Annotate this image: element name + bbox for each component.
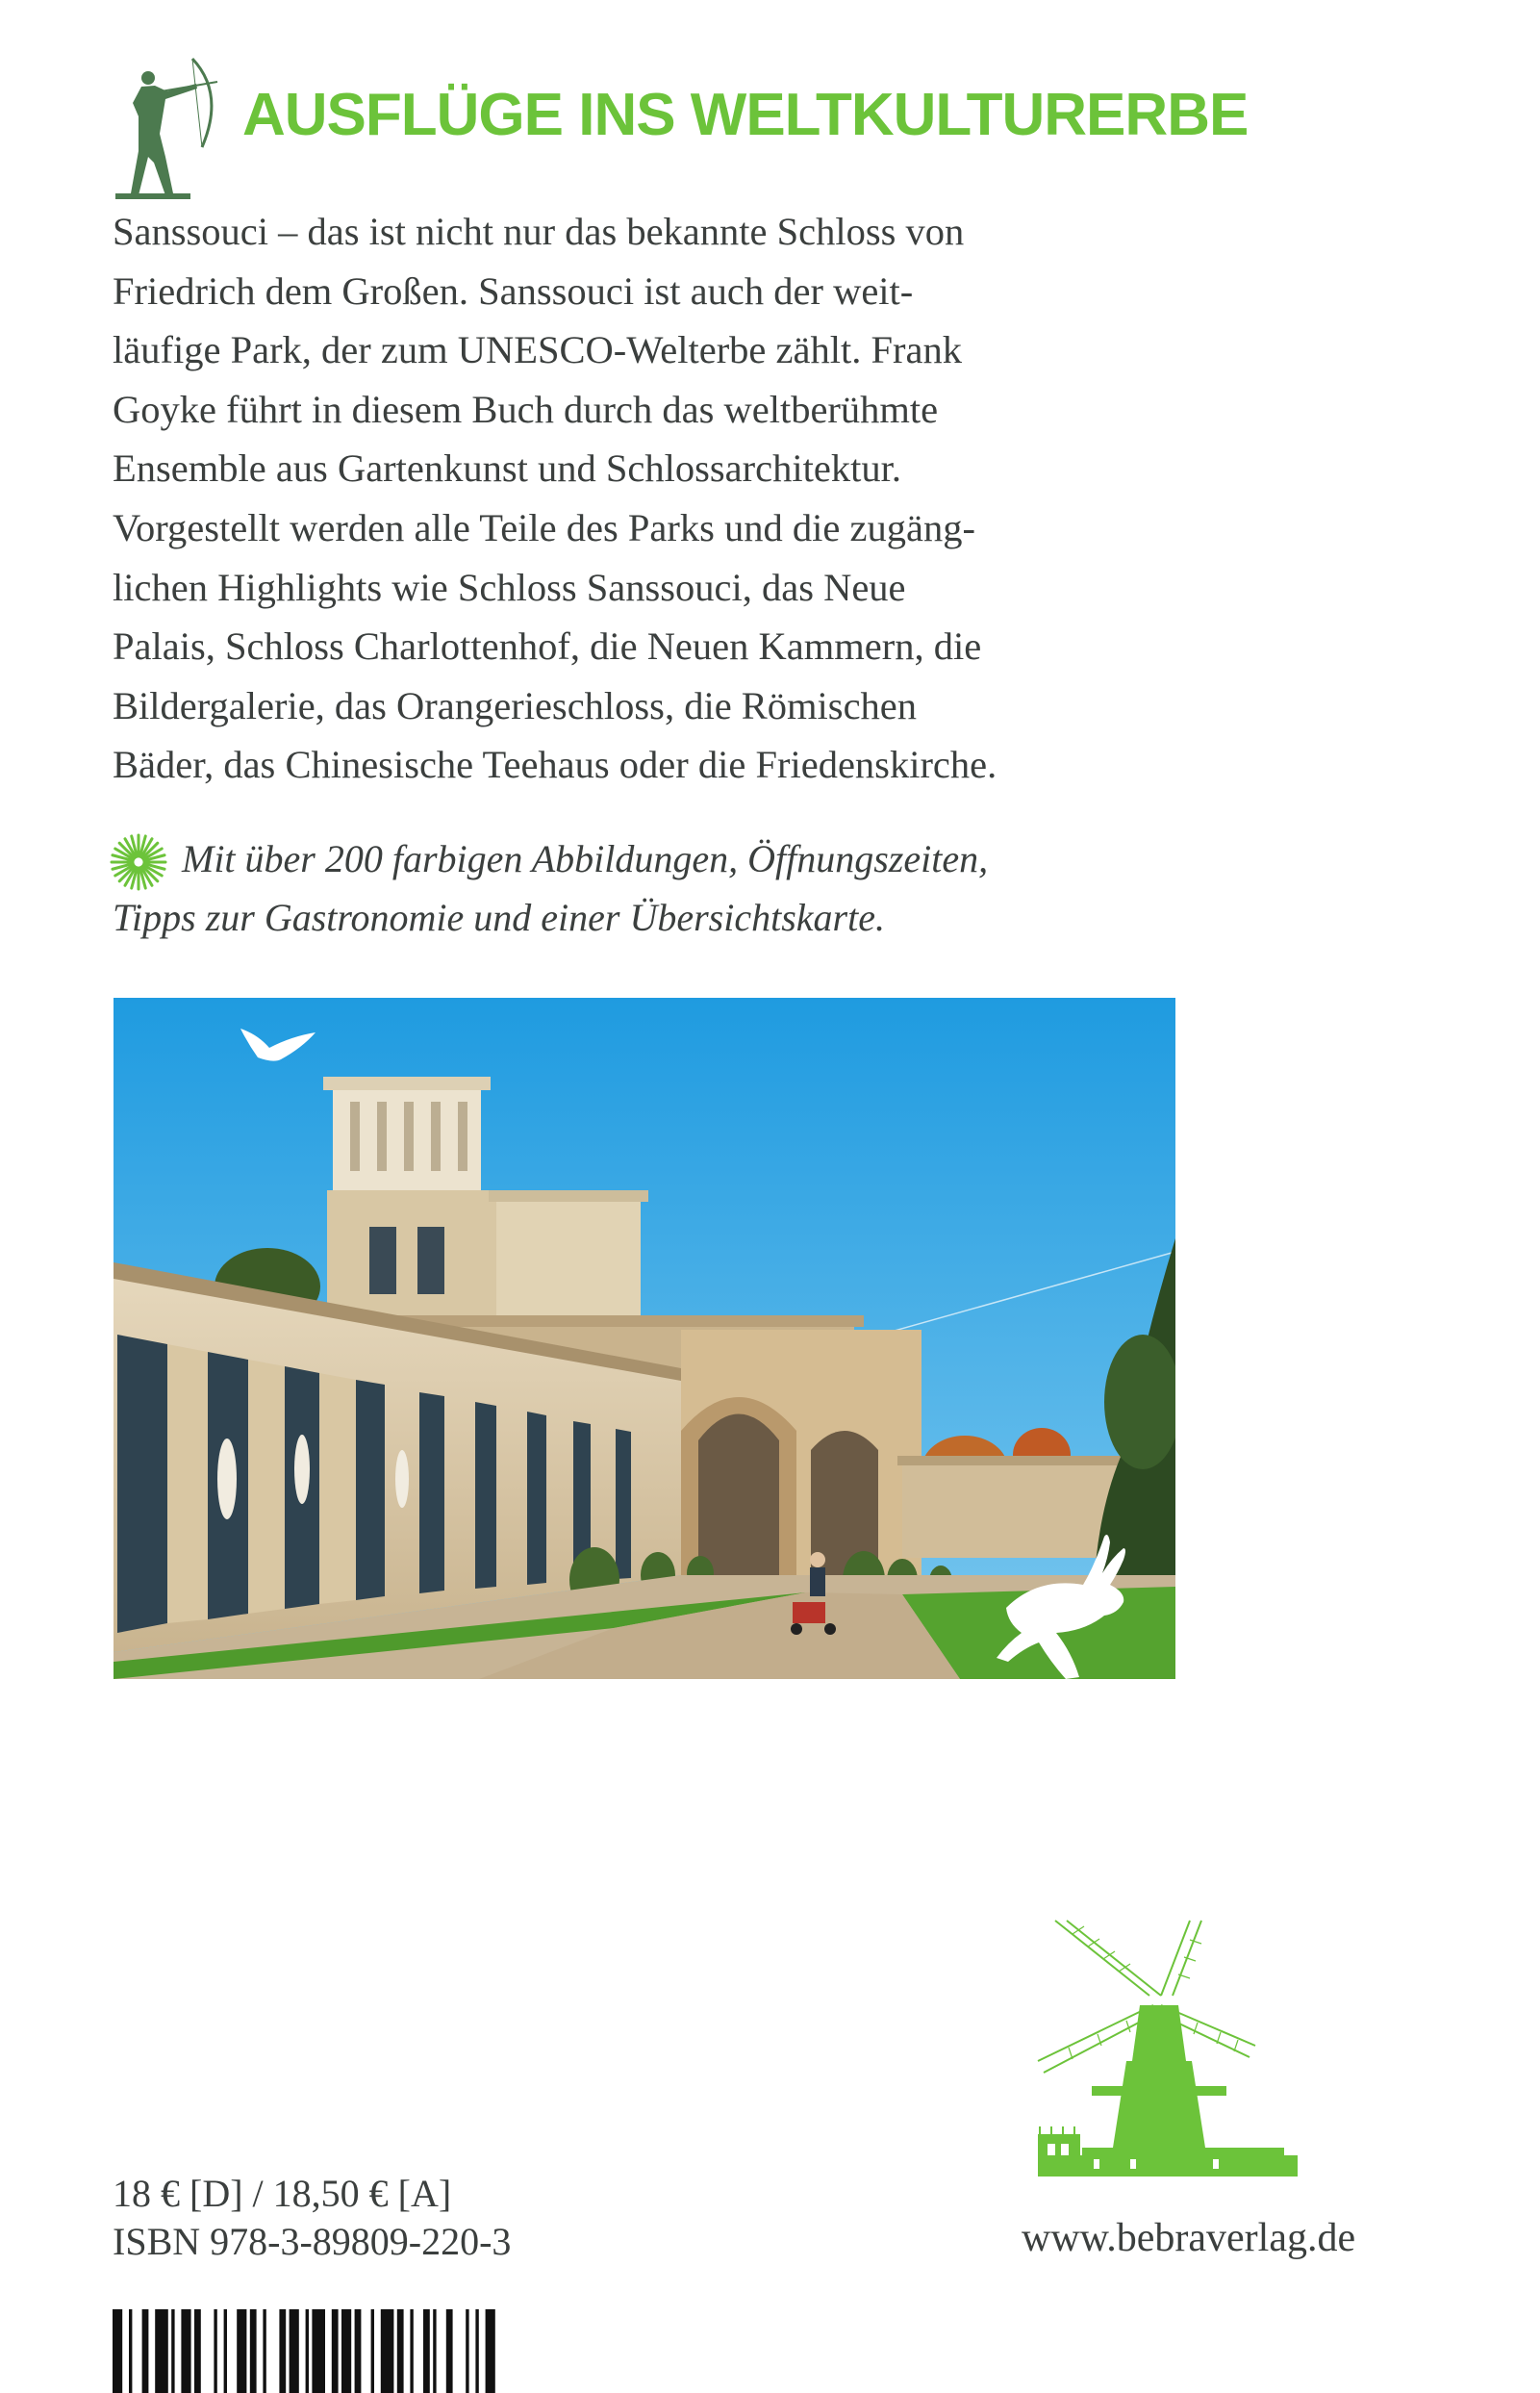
description-line: läufige Park, der zum UNESCO-Welterbe zählt. Frank — [113, 328, 962, 372]
description-line: Goyke führt in diesem Buch durch das weltberühmte — [113, 387, 939, 431]
archer-icon — [110, 53, 221, 203]
description-line: Friedrich dem Großen. Sanssouci ist auch der weit- — [113, 268, 914, 313]
description-line: Vorgestellt werden alle Teile des Parks und die zugäng- — [113, 505, 975, 549]
feature-line: Mit über 200 farbigen Abbildungen, Öffnungszeiten, — [182, 837, 989, 880]
feature-note — [113, 829, 1199, 947]
barcode — [113, 2309, 536, 2393]
description-line: lichen Highlights wie Schloss Sanssouci, das Neue — [113, 565, 906, 609]
windmill-icon — [1034, 1917, 1313, 2196]
heading: AUSFLÜGE INS WELTKULTURERBE — [242, 82, 1249, 148]
description-line: Sanssouci – das ist nicht nur das bekannte Schloss von — [113, 210, 965, 253]
description — [113, 202, 1199, 795]
description-line: Bäder, das Chinesische Teehaus oder die Friedenskirche. — [113, 743, 997, 787]
website-url[interactable]: www.bebraverlag.de — [1022, 2216, 1356, 2260]
feature-line: Tipps zur Gastronomie und einer Übersichtskarte. — [113, 896, 885, 939]
orangery-photo — [114, 998, 1175, 1679]
description-line: Bildergalerie, das Orangerieschloss, die Römischen — [113, 683, 918, 727]
description-line: Palais, Schloss Charlottenhof, die Neuen Kammern, die — [113, 624, 982, 669]
description-line: Ensemble aus Gartenkunst und Schlossarchitektur. — [113, 446, 901, 491]
isbn: ISBN 978-3-89809-220-3 — [113, 2220, 512, 2263]
price: 18 € [D] / 18,50 € [A] — [113, 2172, 452, 2215]
